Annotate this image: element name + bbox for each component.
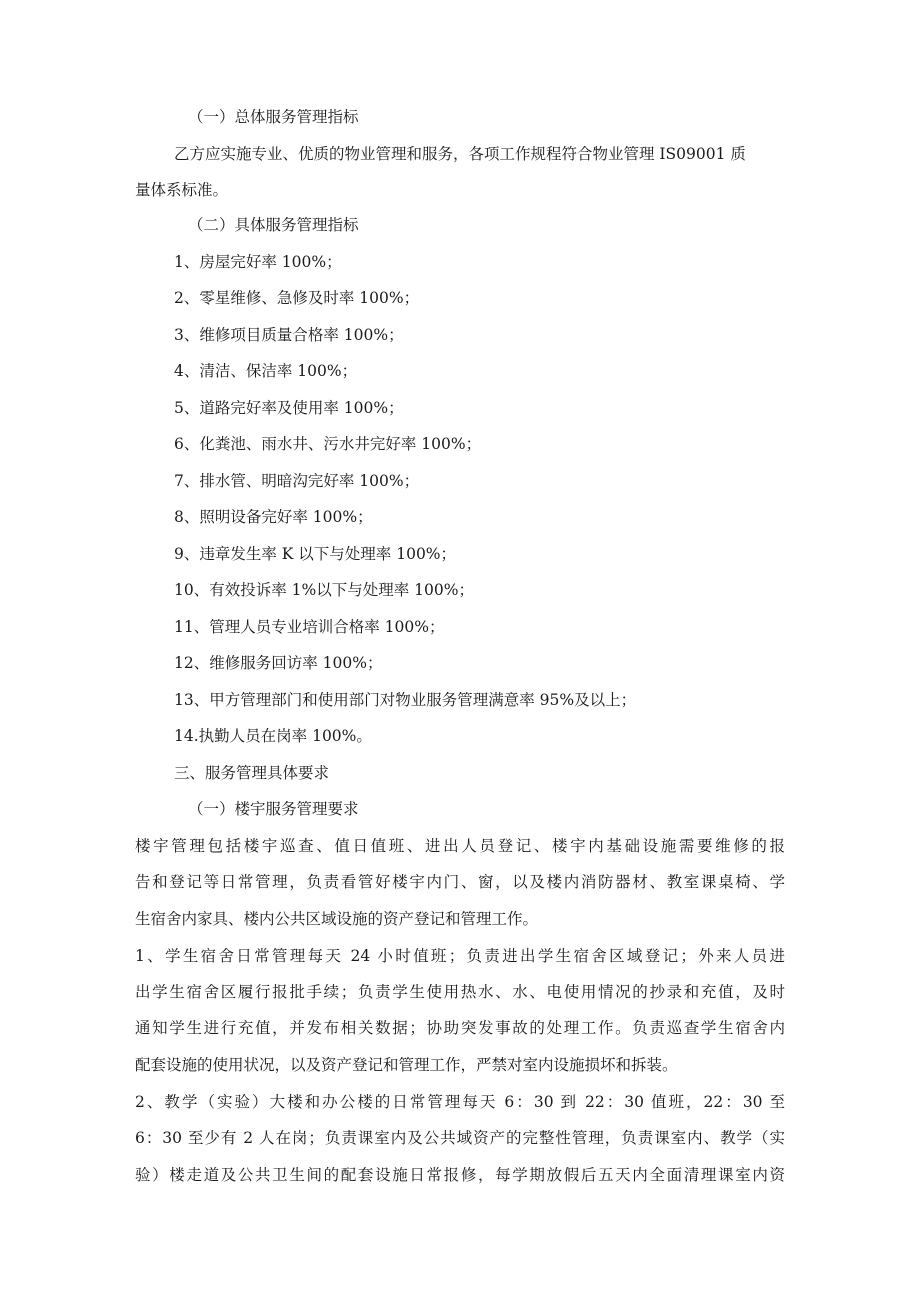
paragraph-teaching-line: 验）楼走道及公共卫生间的配套设施日常报修，每学期放假后五天内全面清理课室内资 [135, 1166, 785, 1184]
indicator-item: 4、清洁、保洁率 100%； [174, 362, 358, 380]
section-heading-overall-indicators: （一）总体服务管理指标 [188, 108, 359, 126]
paragraph-building-line: 楼宇管理包括楼宇巡查、值日值班、进出人员登记、楼宇内基础设施需要维修的报 [135, 837, 785, 855]
paragraph-overall-line-2: 量体系标准。 [135, 181, 229, 199]
indicator-item: 8、照明设备完好率 100%； [174, 508, 373, 526]
indicator-item: 12、维修服务回访率 100%； [174, 654, 383, 672]
paragraph-building-line: 告和登记等日常管理，负责看管好楼宇内门、窗，以及楼内消防器材、教室课桌椅、学 [135, 873, 785, 891]
paragraph-dorm-line: 配套设施的使用状况，以及资产登记和管理工作，严禁对室内设施损坏和拆装。 [135, 1056, 678, 1074]
indicator-item: 9、违章发生率 K 以下与处理率 100%； [174, 545, 457, 563]
paragraph-teaching-line: 2、教学（实验）大楼和办公楼的日常管理每天 6：30 到 22：30 值班，22：30 至 [135, 1093, 785, 1111]
paragraph-dorm-line: 1、学生宿舍日常管理每天 24 小时值班；负责进出学生宿舍区域登记；外来人员进 [135, 947, 785, 965]
indicator-item: 3、维修项目质量合格率 100%； [174, 326, 404, 344]
paragraph-overall-line-1: 乙方应实施专业、优质的物业管理和服务，各项工作规程符合物业管理 IS09001 质 [174, 145, 746, 163]
indicator-item: 2、零星维修、急修及时率 100%； [174, 289, 420, 307]
indicator-item: 13、甲方管理部门和使用部门对物业服务管理满意率 95%及以上； [174, 691, 637, 709]
indicator-item: 1、房屋完好率 100%； [174, 253, 342, 271]
section-heading-building-requirements: （一）楼宇服务管理要求 [188, 800, 359, 818]
section-heading-specific-indicators: （二）具体服务管理指标 [188, 216, 359, 234]
indicator-item: 6、化粪池、雨水井、污水井完好率 100%； [174, 435, 482, 453]
paragraph-teaching-line: 6：30 至少有 2 人在岗；负责课室内及公共域资产的完整性管理，负责课室内、教学（实 [135, 1129, 785, 1147]
paragraph-dorm-line: 出学生宿舍区履行报批手续；负责学生使用热水、水、电使用情况的抄录和充值，及时 [135, 983, 785, 1001]
chapter-heading-service-requirements: 三、服务管理具体要求 [174, 764, 330, 782]
paragraph-building-line: 生宿舍内家具、楼内公共区域设施的资产登记和管理工作。 [135, 910, 539, 928]
indicator-item: 10、有效投诉率 1%以下与处理率 100%； [174, 581, 474, 599]
indicator-item: 5、道路完好率及使用率 100%； [174, 399, 404, 417]
paragraph-dorm-line: 通知学生进行充值，并发布相关数据；协助突发事故的处理工作。负责巡查学生宿舍内 [135, 1019, 785, 1037]
indicator-item: 14.执勤人员在岗率 100%。 [174, 727, 372, 745]
indicator-item: 11、管理人员专业培训合格率 100%； [174, 618, 445, 636]
indicator-item: 7、排水管、明暗沟完好率 100%； [174, 472, 420, 490]
